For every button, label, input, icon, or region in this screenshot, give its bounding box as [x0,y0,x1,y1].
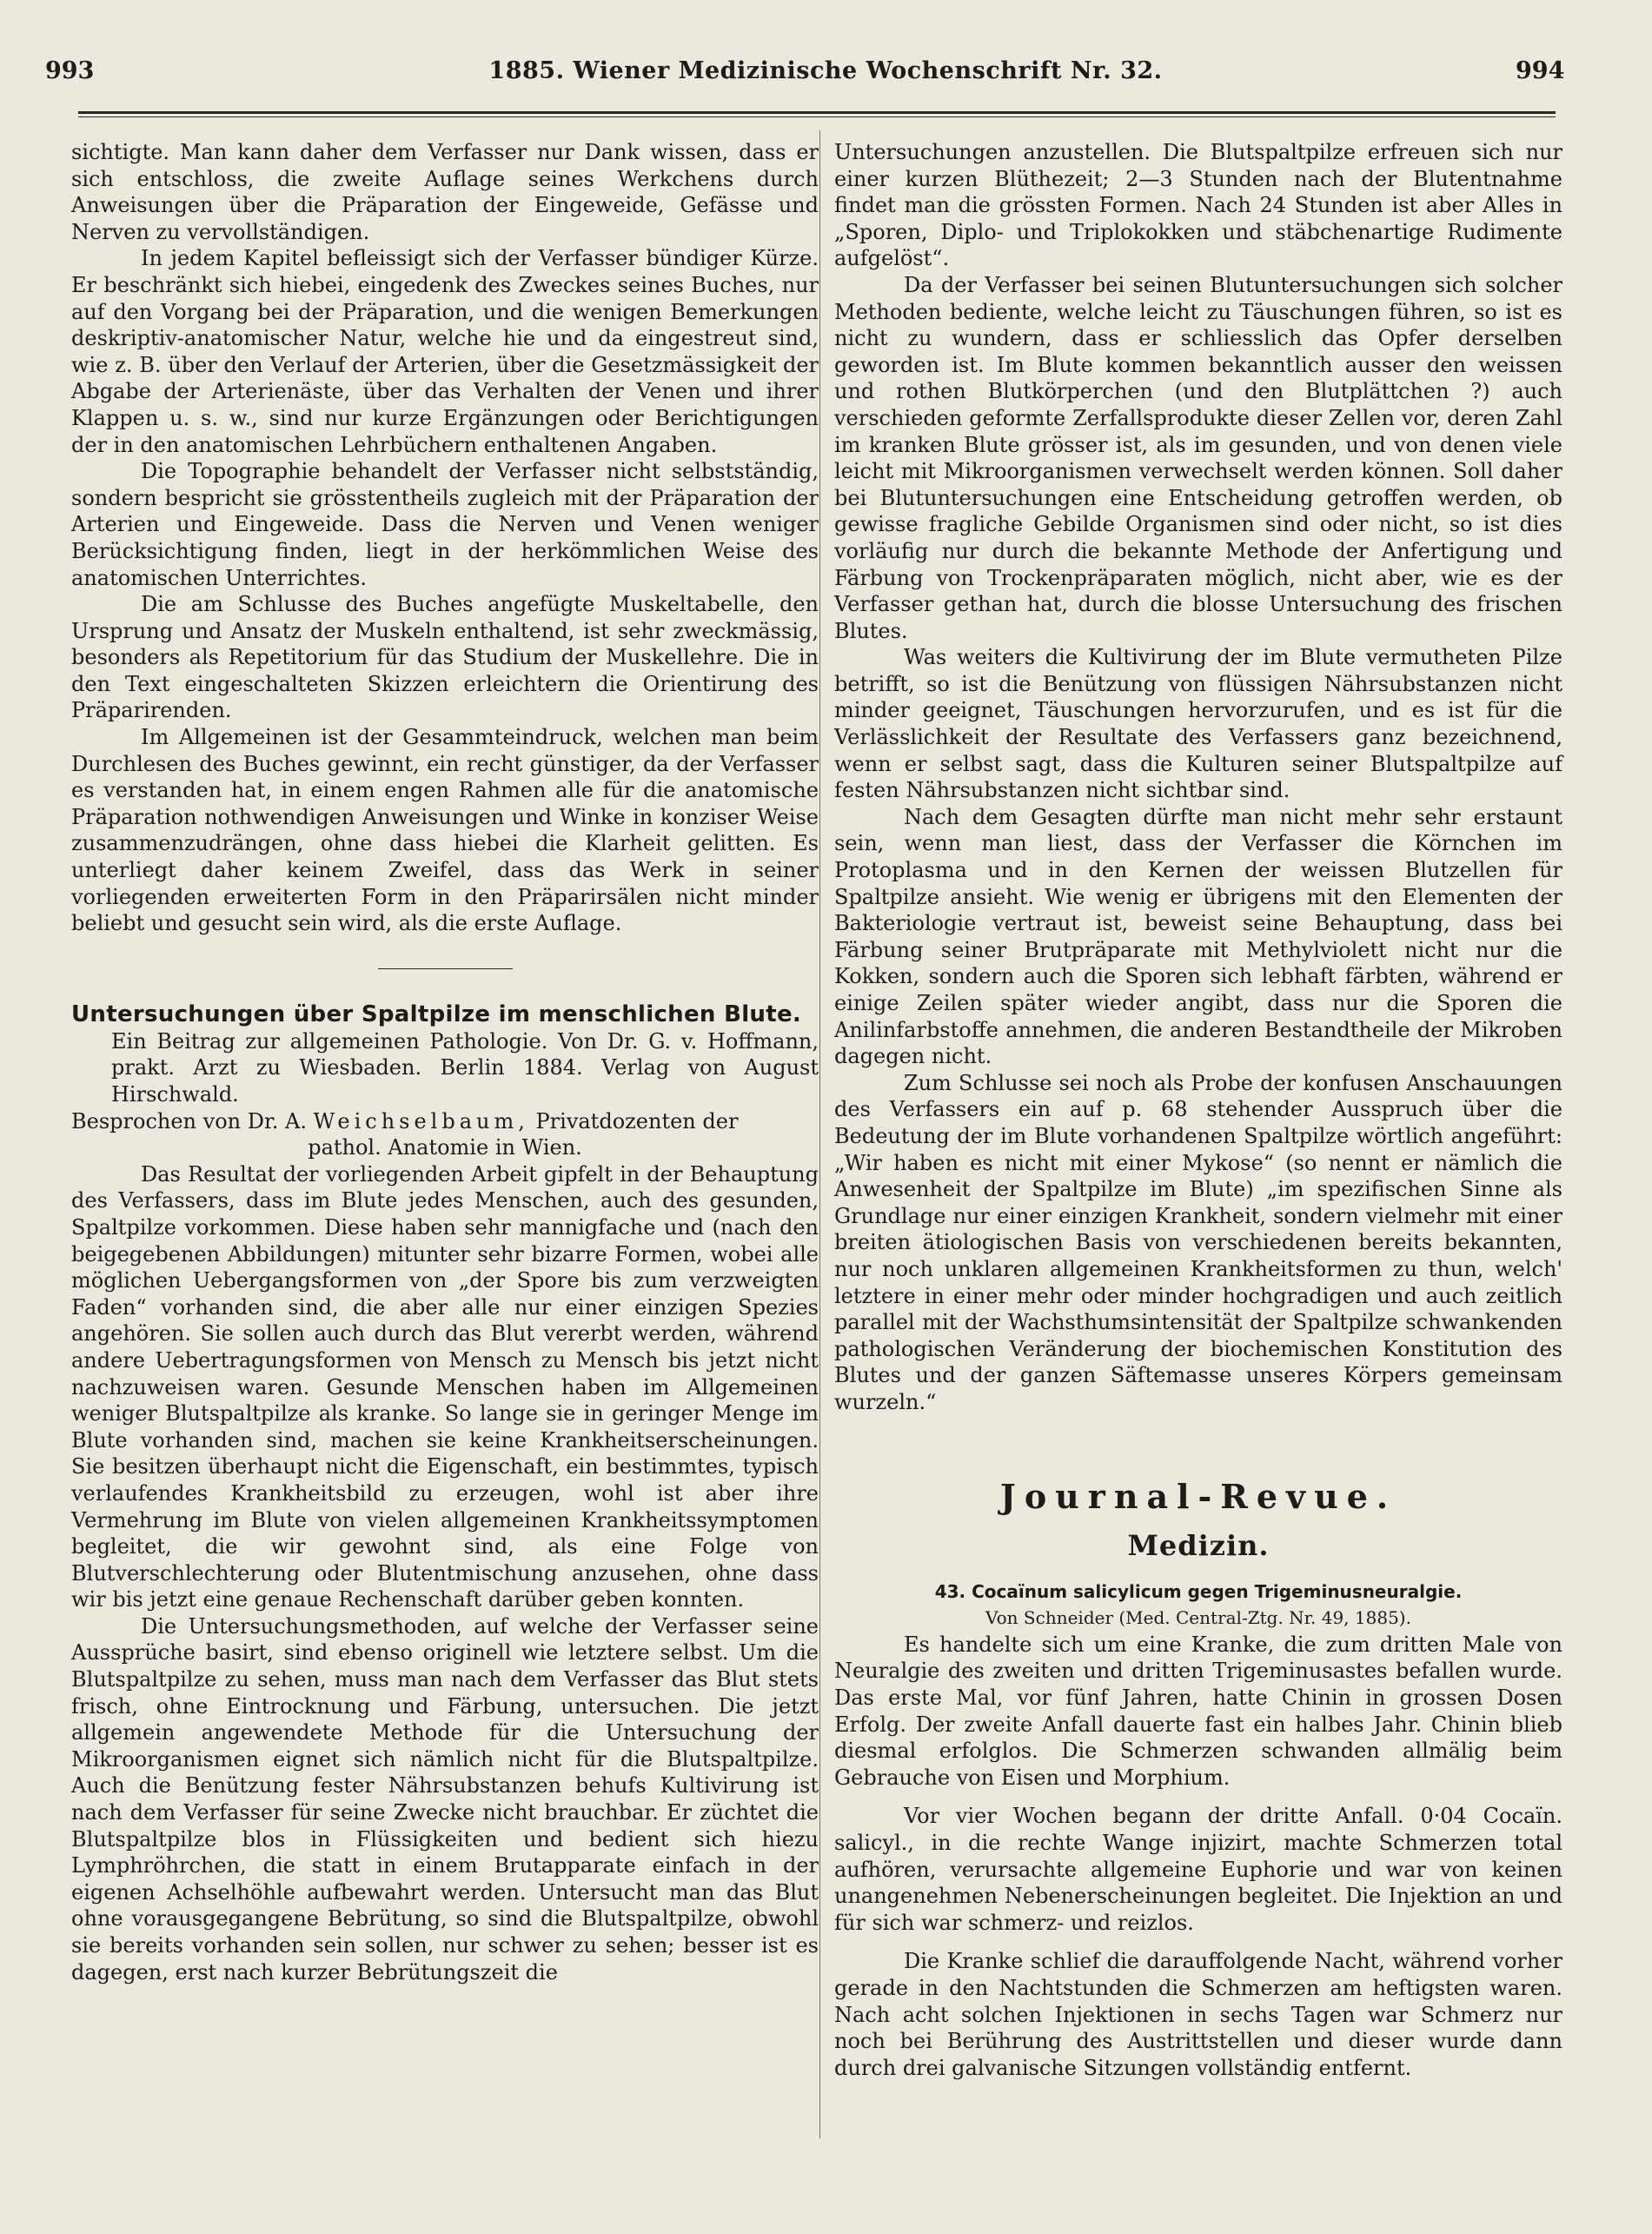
reviewer-name: Weichselbaum, [313,1108,529,1134]
paragraph: Das Resultat der vorliegenden Arbeit gipfelt in der Behauptung des Verfassers, dass im Blute jedes Menschen, auch des gesunden, Spaltpilze vorkommen. Diese haben sehr mannigfache und (nach den beigegebenen Abbildungen) mitunter sehr bizarre Formen, wobei alle möglichen Uebergangsformen von „der Spore bis zum verzweigten Faden“ vorhanden sind, die aber alle nur einer einzigen Spezies angehören. Sie sollen auch durch das Blut vererbt werden, während andere Uebertragungsformen von Mensch zu Mensch bis jetzt nicht nachzuweisen waren. Gesunde Menschen haben im Allgemeinen weniger Blutspaltpilze als kranke. So lange sie in geringer Menge im Blute vorhanden sind, machen sie keine Krankheitserscheinungen. Sie besitzen überhaupt nicht die Eigenschaft, ein bestimmtes, typisch verlaufendes Krankheitsbild zu erzeugen, wohl ist aber ihre Vermehrung im Blute von vielen allgemeinen Krankheitssymptomen begleitet, die wir gewohnt sind, als eine Folge von Blutverschlechterung oder Blutentmischung anzusehen, ohne dass wir bis jetzt eine genaue Rechenschaft darüber geben konnten. [71,1161,819,1612]
reviewer-line [71,1108,819,1161]
article-title: Untersuchungen über Spaltpilze im menschlichen Blute. [71,1001,802,1027]
paragraph: sichtigte. Man kann daher dem Verfasser nur Dank wissen, dass er sich entschloss, die zweite Auflage seines Werkchens durch Anweisungen über die Präparation der Eingeweide, Gefässe und Nerven zu vervollständigen. [71,140,819,244]
paragraph: Die Untersuchungsmethoden, auf welche der Verfasser seine Aussprüche basirt, sind ebenso originell wie letztere selbst. Um die Blutspaltpilze zu sehen, muss man nach dem Verfasser das Blut stets frisch, ohne Eintrocknung und Färbung, untersuchen. Die jetzt allgemein angewendete Methode für die Untersuchung der Mikroorganismen eignet sich nämlich nicht für die Blutspaltpilze. Auch die Benützung fester Nährsubstanzen behufs Kultivirung ist nach dem Verfasser für seine Zwecke nicht brauchbar. Er züchtet die Blutspaltpilze blos in Flüssigkeiten und bedient sich hiezu Lymphröhrchen, die statt in einem Brutapparate einfach in der eigenen Achselhöhle aufbewahrt werden. Untersucht man das Blut ohne vorausgegangene Bebrütung, so sind die Blutspaltpilze, obwohl sie bereits vorhanden sein sollen, nur schwer zu sehen; besser ist es dagegen, erst nach kurzer Bebrütungszeit die [71,1613,819,1985]
reviewer-role: pathol. Anatomie in Wien. [308,1135,582,1160]
page-number-right: 994 [1516,57,1565,84]
paragraph: In jedem Kapitel befleissigt sich der Verfasser bündiger Kürze. Er beschränkt sich hiebei, eingedenk des Zweckes seines Buches, nur auf den Vorgang bei der Präparation, und die wenigen Bemerkungen deskriptiv-anatomischer Natur, welche hie und da eingestreut sind, wie z. B. über den Verlauf der Arterien, über die Gesetzmässigkeit der Abgabe der Arterienäste, über das Verhalten der Venen und ihrer Klappen u. s. w., sind nur kurze Ergänzungen oder Berichtigungen der in den anatomischen Lehrbüchern enthaltenen Angaben. [71,246,819,457]
paragraph: Im Allgemeinen ist der Gesammteindruck, welchen man beim Durchlesen des Buches gewinnt, ein recht günstiger, da der Verfasser es verstanden hat, in einem engen Rahmen alle für die anatomische Präparation nothwendigen Anweisungen und Winke in konziser Weise zusammenzudrängen, ohne dass hiebei die Klarheit gelitten. Es unterliegt daher keinem Zweifel, dass das Werk in seiner vorliegenden erweiterten Form in den Präparirsälen nicht minder beliebt und gesucht sein wird, als die erste Auflage. [71,725,819,936]
paragraph: Zum Schlusse sei noch als Probe der konfusen Anschauungen des Verfassers ein auf p. 68 stehender Ausspruch über die Bedeutung der im Blute vorhandenen Spaltpilze wörtlich angeführt: „Wir haben es nicht mit einer Mykose“ (so nennt er nämlich die Anwesenheit der Spaltpilze im Blute) „im spezifischen Sinne als Grundlage nur einer einzigen Krankheit, sondern vielmehr mit einer breiten ätiologischen Basis von verschiedenen bereits bekannten, nur noch unklaren allgemeinen Krankheitsformen zu thun, welch' letztere in einer mehr oder minder hochgradigen und auch zeitlich parallel mit der Wachsthumsintensität der Spaltpilze schwankenden pathologischen Veränderung der biochemischen Konstitution des Blutes und der ganzen Säftemasse unseres Körpers gemeinsam wurzeln.“ [834,1070,1562,1414]
article-subtitle: Ein Beitrag zur allgemeinen Pathologie. Von Dr. G. v. Hoffmann, prakt. Arzt zu Wiesbaden. Berlin 1884. Verlag von August Hirschwald. [111,1028,819,1107]
item-author: Von Schneider (Med. Central-Ztg. Nr. 49, 1885). [985,1607,1411,1629]
journal-revue-heading: Journal-Revue. [999,1476,1397,1516]
reviewer-prefix: Besprochen von Dr. A. [71,1108,308,1134]
section-heading-medizin: Medizin. [1127,1529,1270,1563]
paragraph: Die Topographie behandelt der Verfasser nicht selbstständig, sondern bespricht sie grösstentheils zugleich mit der Präparation der Arterien und Eingeweide. Dass die Nerven und Venen weniger Berücksichtigung finden, liegt in der herkömmlichen Weise des anatomischen Unterrichtes. [71,459,819,590]
header-rule-thick [78,111,1556,114]
paragraph: Untersuchungen anzustellen. Die Blutspaltpilze erfreuen sich nur einer kurzen Blüthezeit; 2—3 Stunden nach der Blutentnahme findet man die grössten Formen. Nach 24 Stunden ist aber Alles in „Sporen, Diplo- und Triplokokken und stäbchenartige Rudimente aufgelöst“. [834,140,1562,271]
item-title: 43. Cocaïnum salicylicum gegen Trigeminusneuralgie. [934,1580,1463,1602]
paragraph: Da der Verfasser bei seinen Blutuntersuchungen sich solcher Methoden bediente, welche leicht zu Täuschungen führen, so ist es nicht zu wundern, dass er schliesslich das Opfer derselben geworden ist. Im Blute kommen bekanntlich ausser den weissen und rothen Blutkörperchen (und den Blutplättchen ?) auch verschieden geformte Zerfallsprodukte dieser Zellen vor, deren Zahl im kranken Blute grösser ist, als im gesunden, und von denen viele leicht mit Mikroorganismen verwechselt werden können. Soll daher bei Blutuntersuchungen eine Entscheidung getroffen werden, ob gewisse fragliche Gebilde Organismen sind oder nicht, so ist dies vorläufig nur durch die bekannte Methode der Anfertigung und Färbung von Trockenpräparaten möglich, nicht aber, wie es der Verfasser gethan hat, durch die blosse Untersuchung des frischen Blutes. [834,272,1562,643]
left-column [71,139,819,1985]
journal-header-title: 1885. Wiener Medizinische Wochenschrift Nr. 32. [488,57,1163,84]
header-rule-thin [78,116,1556,117]
section-divider [378,968,513,969]
paragraph-gap [834,1936,1562,1948]
page-number-left: 993 [45,57,95,84]
paragraph-gap [834,1791,1562,1803]
paragraph: Es handelte sich um eine Kranke, die zum dritten Male von Neuralgie des zweiten und dritten Trigeminusastes befallen wurde. Das erste Mal, vor fünf Jahren, hatte Chinin in grossen Dosen Erfolg. Der zweite Anfall dauerte fast ein halbes Jahr. Chinin blieb diesmal erfolglos. Die Schmerzen schwanden allmälig beim Gebrauche von Eisen und Morphium. [834,1632,1562,1790]
paragraph: Die am Schlusse des Buches angefügte Muskeltabelle, den Ursprung und Ansatz der Muskeln enthaltend, ist sehr zweckmässig, besonders als Repetitorium für das Studium der Muskellehre. Die in den Text eingeschalteten Skizzen erleichtern die Orientirung des Präparirenden. [71,592,819,723]
right-column [834,139,1562,2081]
paragraph: Was weiters die Kultivirung der im Blute vermutheten Pilze betrifft, so ist die Benützung von flüssigen Nährsubstanzen nicht minder geeignet, Täuschungen hervorzurufen, und es ist für die Verlässlichkeit der Resultate des Verfassers ganz bezeichnend, wenn er selbst sagt, dass die Kulturen seiner Blutspaltpilze auf festen Nährsubstanzen nicht sichtbar sind. [834,645,1562,803]
paragraph: Die Kranke schlief die darauffolgende Nacht, während vorher gerade in den Nachtstunden die Schmerzen am heftigsten waren. Nach acht solchen Injektionen in sechs Tagen war Schmerz nur noch bei Berührung des Austrittstellen und dieser wurde dann durch drei galvanische Sitzungen vollständig entfernt. [834,1949,1562,2080]
paragraph: Nach dem Gesagten dürfte man nicht mehr sehr erstaunt sein, wenn man liest, dass der Verfasser die Körnchen im Protoplasma und in den Kernen der weissen Blutzellen für Spaltpilze ansieht. Wie wenig er übrigens mit den Elementen der Bakteriologie vertraut ist, beweist seine Behauptung, dass bei Färbung seiner Brutpräparate mit Methylviolett nicht nur die Kokken, sondern auch die Sporen sich lebhaft färbten, während er einige Zeilen später wieder angibt, dass nur die Sporen die Anilinfarbstoffe annehmen, die anderen Bestandtheile der Mikroben dagegen nicht. [834,804,1562,1069]
reviewer-rest: Privatdozenten der [535,1108,739,1134]
paragraph: Vor vier Wochen begann der dritte Anfall. 0·04 Cocaïn. salicyl., in die rechte Wange injizirt, machte Schmerzen total aufhören, verursachte allgemeine Euphorie und war von keinen unangenehmen Nebenerscheinungen begleitet. Die Injektion an und für sich war schmerz- und reizlos. [834,1804,1562,1935]
column-divider [819,130,820,2138]
